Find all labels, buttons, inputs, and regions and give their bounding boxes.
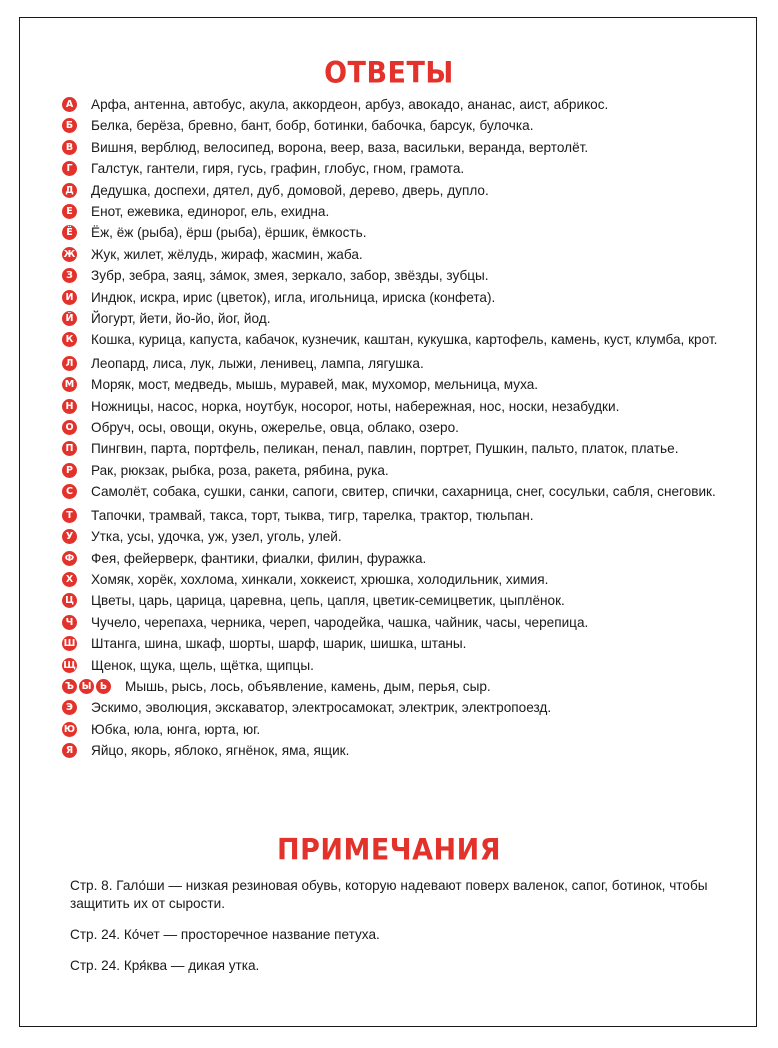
answer-row xyxy=(62,137,734,158)
letter-badges xyxy=(62,396,79,414)
letter-badges xyxy=(62,180,79,198)
answer-text: Пингвин, парта, портфель, пеликан, пенал, павлин, портрет, Пушкин, пальто, платок, платье. xyxy=(91,441,679,457)
answer-row xyxy=(62,180,734,201)
letter-badges xyxy=(62,201,79,219)
letter-badges xyxy=(62,244,79,262)
letter-badge: Ж xyxy=(63,248,76,260)
answer-row xyxy=(62,569,734,590)
letter-badges xyxy=(62,265,79,283)
answer-row xyxy=(62,481,734,500)
answer-row xyxy=(62,548,734,569)
letter-badge: У xyxy=(62,529,77,544)
answer-text: Енот, ежевика, единорог, ель, ехидна. xyxy=(91,204,330,220)
note-item: Стр. 24. Ко́чет — просторечное название петуха. xyxy=(70,927,380,942)
letter-badge: Б xyxy=(62,118,77,133)
letter-badge: Д xyxy=(62,183,77,198)
answer-text: Дедушка, доспехи, дятел, дуб, домовой, дерево, дверь, дупло. xyxy=(91,182,489,198)
letter-badge: Ш xyxy=(63,638,76,650)
answer-text: Мышь, рысь, лось, объявление, камень, дым, перья, сыр. xyxy=(125,678,491,694)
letter-badge: Е xyxy=(62,204,77,219)
answer-text: Цветы, царь, царица, царевна, цепь, цапля, цветик-семицветик, цыплёнок. xyxy=(91,593,565,609)
letter-badge: Ь xyxy=(96,679,111,694)
answer-text: Белка, берёза, бревно, бант, бобр, ботинки, бабочка, барсук, булочка. xyxy=(91,118,534,134)
letter-badges xyxy=(62,137,79,155)
answer-text: Галстук, гантели, гиря, гусь, графин, глобус, гном, грамота. xyxy=(91,161,465,177)
answer-row xyxy=(62,740,734,761)
answer-text: Ножницы, насос, норка, ноутбук, носорог, ноты, набережная, нос, носки, незабудки. xyxy=(91,398,620,414)
letter-badge: Щ xyxy=(63,659,76,671)
letter-badge: Й xyxy=(62,311,77,326)
letter-badges xyxy=(62,590,79,608)
answer-row xyxy=(62,329,734,348)
letter-badges xyxy=(62,308,79,326)
answer-text: Зубр, зебра, заяц, за́мок, змея, зеркало, забор, звёзды, зубцы. xyxy=(91,268,489,284)
letter-badge: Ц xyxy=(62,593,77,608)
letter-badge: И xyxy=(62,290,77,305)
answer-text: Жук, жилет, жёлудь, жираф, жасмин, жаба. xyxy=(91,246,363,262)
letter-badges xyxy=(62,612,79,630)
answer-row xyxy=(62,697,734,718)
answer-text: Яйцо, якорь, яблоко, ягнёнок, яма, ящик. xyxy=(91,743,350,759)
answer-text: Леопард, лиса, лук, лыжи, ленивец, лампа, лягушка. xyxy=(91,355,424,371)
letter-badge: Ё xyxy=(62,225,77,240)
letter-badge: Ю xyxy=(63,723,76,735)
answer-row xyxy=(62,505,734,526)
letter-badges xyxy=(62,740,79,758)
letter-badge: Ф xyxy=(62,551,77,566)
letter-badge: Х xyxy=(62,572,77,587)
answer-text: Фея, фейерверк, фантики, фиалки, филин, фуражка. xyxy=(91,550,427,566)
answers-title: ОТВЕТЫ xyxy=(324,56,454,91)
letter-badges xyxy=(62,158,79,176)
answer-text: Щенок, щука, щель, щётка, щипцы. xyxy=(91,657,314,673)
letter-badges xyxy=(62,353,79,371)
answer-row xyxy=(62,438,734,459)
answer-row xyxy=(62,353,734,374)
answer-text: Хомяк, хорёк, хохлома, хинкали, хоккеист, хрюшка, холодильник, химия. xyxy=(91,571,549,587)
answer-text: Обруч, осы, овощи, окунь, ожерелье, овца, облако, озеро. xyxy=(91,420,459,436)
letter-badge: П xyxy=(62,441,77,456)
answer-row xyxy=(62,460,734,481)
answer-text: Тапочки, трамвай, такса, торт, тыква, тигр, тарелка, трактор, тюльпан. xyxy=(91,507,534,523)
answer-row xyxy=(62,94,734,115)
letter-badge: Р xyxy=(62,463,77,478)
letter-badge: Т xyxy=(62,508,77,523)
answer-row xyxy=(62,612,734,633)
letter-badge: Ы xyxy=(79,679,94,694)
letter-badge: Ч xyxy=(62,615,77,630)
answer-row xyxy=(62,590,734,611)
letter-badges xyxy=(62,697,79,715)
letter-badges xyxy=(62,655,79,673)
letter-badges xyxy=(62,676,113,694)
answer-text: Кошка, курица, капуста, кабачок, кузнечик, каштан, кукушка, картофель, камень, куст, клумба, крот. xyxy=(91,332,718,348)
letter-badge: О xyxy=(62,420,77,435)
answer-row xyxy=(62,265,734,286)
answer-row xyxy=(62,374,734,395)
answer-text: Арфа, антенна, автобус, акула, аккордеон, арбуз, авокадо, ананас, аист, абрикос. xyxy=(91,97,609,112)
letter-badge: В xyxy=(62,140,77,155)
letter-badges xyxy=(62,438,79,456)
letter-badge: М xyxy=(62,377,77,392)
answers-list xyxy=(62,94,734,762)
answer-text: Рак, рюкзак, рыбка, роза, ракета, рябина, рука. xyxy=(91,462,389,478)
answer-row xyxy=(62,417,734,438)
answer-row xyxy=(62,308,734,329)
answer-row xyxy=(62,287,734,308)
letter-badges xyxy=(62,115,79,133)
answer-text: Штанга, шина, шкаф, шорты, шарф, шарик, шишка, штаны. xyxy=(91,636,467,652)
answer-row xyxy=(62,633,734,654)
letter-badge: Л xyxy=(62,356,77,371)
answer-text: Йогурт, йети, йо-йо, йог, йод. xyxy=(91,311,271,327)
letter-badge: Я xyxy=(62,743,77,758)
note-item: Стр. 8. Гало́ши — низкая резиновая обувь, которую надевают поверх валенок, сапог, ботинок, чтобы защитить их от сырости. xyxy=(70,878,708,911)
letter-badge: Э xyxy=(62,700,77,715)
letter-badge: А xyxy=(62,97,77,112)
letter-badge: Ъ xyxy=(62,679,77,694)
answer-text: Индюк, искра, ирис (цветок), игла, игольница, ириска (конфета). xyxy=(91,289,496,305)
answer-row xyxy=(62,719,734,740)
letter-badge: З xyxy=(62,268,77,283)
letter-badges xyxy=(62,548,79,566)
answer-row xyxy=(62,655,734,676)
notes-title: ПРИМЕЧАНИЯ xyxy=(277,833,501,868)
answer-text: Юбка, юла, юнга, юрта, юг. xyxy=(91,721,261,737)
letter-badges xyxy=(62,569,79,587)
letter-badges xyxy=(62,483,79,499)
answer-text: Самолёт, собака, сушки, санки, сапоги, свитер, спички, сахарница, снег, сосульки, сабля, снеговик. xyxy=(91,484,716,500)
letter-badge: Г xyxy=(62,161,77,176)
answer-row xyxy=(62,115,734,136)
answer-row xyxy=(62,676,734,697)
letter-badges xyxy=(62,526,79,544)
answer-text: Моряк, мост, медведь, мышь, муравей, мак, мухомор, мельница, муха. xyxy=(91,377,539,393)
letter-badges xyxy=(62,460,79,478)
letter-badge: Н xyxy=(62,399,77,414)
answer-text: Вишня, верблюд, велосипед, ворона, веер, ваза, васильки, веранда, вертолёт. xyxy=(91,139,589,155)
letter-badges xyxy=(62,331,79,347)
notes-list xyxy=(70,877,730,988)
letter-badges xyxy=(62,417,79,435)
answer-row xyxy=(62,244,734,265)
answer-row xyxy=(62,158,734,179)
letter-badges xyxy=(62,719,79,737)
letter-badges xyxy=(62,222,79,240)
letter-badges xyxy=(62,94,79,112)
answer-text: Эскимо, эволюция, экскаватор, электросамокат, электрик, электропоезд. xyxy=(91,700,552,716)
letter-badge: С xyxy=(62,484,77,499)
answer-text: Чучело, черепаха, черника, череп, чародейка, чашка, чайник, часы, черепица. xyxy=(91,614,589,630)
letter-badge: К xyxy=(62,332,77,347)
answer-text: Ёж, ёж (рыба), ёрш (рыба), ёршик, ёмкость. xyxy=(91,225,367,241)
answer-text: Утка, усы, удочка, уж, узел, уголь, улей. xyxy=(91,529,342,545)
note-item: Стр. 24. Кря́ква — дикая утка. xyxy=(70,958,260,973)
answer-row xyxy=(62,396,734,417)
answer-row xyxy=(62,201,734,222)
letter-badges xyxy=(62,374,79,392)
answer-row xyxy=(62,526,734,547)
letter-badges xyxy=(62,505,79,523)
letter-badges xyxy=(62,633,79,651)
letter-badges xyxy=(62,287,79,305)
answer-row xyxy=(62,222,734,243)
